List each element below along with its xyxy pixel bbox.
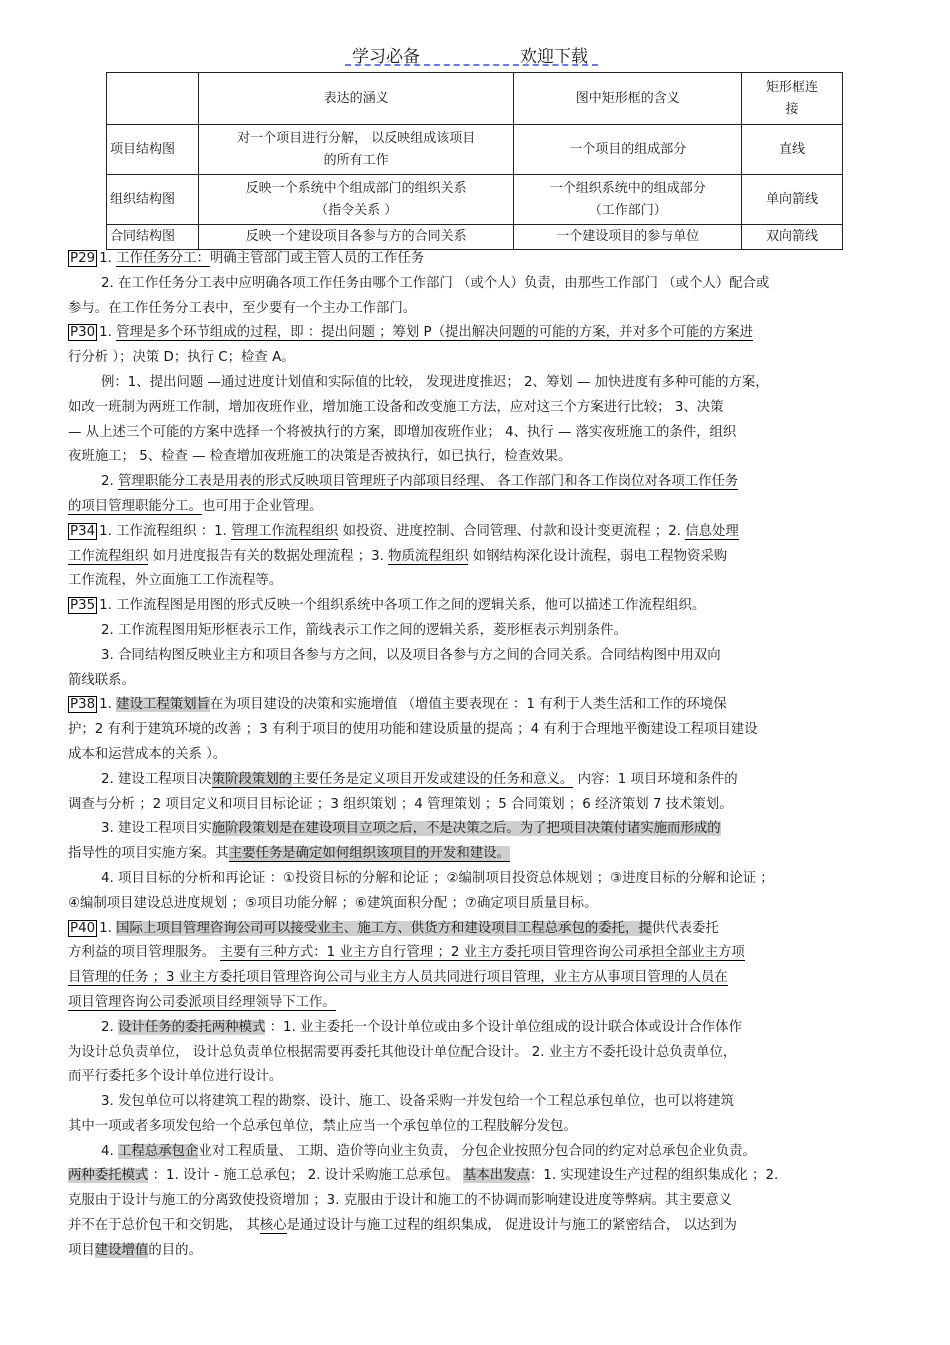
header-dashed-underline [345, 64, 598, 66]
text-span: 内容：1 项目环境和条件的 [573, 771, 738, 787]
paragraph-line [68, 1090, 888, 1115]
paragraph-line [68, 892, 888, 917]
cell-line: 一个组织系统中的组成部分 [549, 180, 706, 196]
text-span: 4. 项目目标的分析和再论证 ：①投资目标的分解和论证 ；②编制项目投资总体规划 ；③进度目标的分解和论证 ； [101, 870, 774, 886]
text-span: 行分析 ）；决策 D；执行 C；检查 A。 [68, 350, 295, 366]
text-span: 3. 发包单位可以将建筑工程的勘察、设计、施工、设备采购一并发包给一个工程总承包单位，也可以将建筑 [101, 1094, 734, 1110]
paragraph-line [68, 545, 888, 570]
table-header-cell: 图中矩形框的含义 [514, 73, 742, 125]
page-ref: P30 [70, 325, 96, 341]
text-span: 1. 工作流程图是用图的形式反映一个组织系统中各项工作之间的逻辑关系，他可以描述工作流程组织。 [99, 598, 706, 614]
text-span: 如月进度报告有关的数据处理流程 ；3. [148, 548, 389, 564]
paragraph-line [68, 321, 888, 346]
paragraph-line [68, 520, 888, 545]
document-body [68, 247, 888, 1264]
text-span: 为设计总负责单位， 设计总负责单位根据需要再委托其他设计单位配合设计。 2. 业主方不委托设计总负责单位， [68, 1044, 737, 1060]
text-span: 业对工程质量、 工期、造价等向业主负责， 分包企业按照分包合同的约定对总承包企业负责。 [198, 1143, 756, 1159]
term-span: 工作流程组织 [68, 548, 149, 564]
text-span: 4. [101, 1143, 119, 1159]
paragraph-line [68, 470, 888, 495]
table-cell: 单向箭线 [742, 175, 843, 225]
cell-line: 反映一个系统中个组成部门的组织关系 [245, 180, 467, 196]
term-span: 管理职能分工表是用表的形式反映项目管理班子内部项目经理、 [118, 474, 493, 490]
paragraph-line [68, 619, 888, 644]
text-span: 指导性的项目实施方案。其 [68, 846, 229, 862]
table-cell: 反映一个建设项目各参与方的合同关系 [198, 225, 514, 250]
paragraph-line [68, 917, 888, 942]
table-cell: 双向箭线 [742, 225, 843, 250]
cell-line: 对一个项目进行分解， 以反映组成该项目 [237, 130, 476, 146]
cell-line: （指令关系 ） [315, 202, 398, 218]
text-span: 工作流程，外立面施工工作流程等。 [68, 573, 283, 589]
paragraph-line [68, 421, 888, 446]
text-span: — 从上述三个可能的方案中选择一个将被执行的方案，即增加夜班作业； 4、执行 — 落实夜班施工的条件，组织 [68, 424, 737, 440]
term-span: 物质流程组织 [388, 548, 469, 564]
text-span: 如钢结构深化设计流程，弱电工程物资采购 [468, 548, 728, 564]
text-span: ：1. 实现建设生产过程的组织集成化 ；2. [529, 1168, 779, 1184]
table-header-row [107, 73, 843, 125]
header-right-text: 欢迎下载 [520, 47, 588, 67]
term-span: 目管理的任务 ；3 业主方委托项目管理咨询公司与业主方人员共同进行项目管理，业主方从事项目管理的人员在 [68, 970, 728, 986]
highlight-span: 策阶段策划的 [211, 771, 293, 787]
text-span: 1. [99, 697, 117, 713]
table-header-cell [107, 73, 199, 125]
paragraph-line [68, 247, 888, 272]
page-ref: P34 [70, 523, 96, 539]
paragraph-line [68, 743, 888, 768]
text-span: 参与。在工作任务分工表中，至少要有一个主办工作部门。 [68, 300, 417, 316]
paragraph-line [68, 1239, 888, 1264]
paragraph-line [68, 991, 888, 1016]
term-span: 核心 [259, 1218, 287, 1234]
table-cell: 组织结构图 [107, 175, 199, 225]
table-cell [198, 125, 514, 175]
paragraph-line [68, 297, 888, 322]
table-cell [514, 175, 742, 225]
term-span: 主要任务是定义项目开发或建设的任务和意义。 [292, 771, 574, 787]
text-span: 3. 建设工程项目实 [101, 821, 212, 837]
table-cell: 一个建设项目的参与单位 [514, 225, 742, 250]
highlight-span: 基本出发点 [462, 1168, 530, 1184]
text-span: 3. 合同结构图反映业主方和项目各参与方之间，以及项目各参与方之间的合同关系。合同结构图中用双向 [101, 647, 721, 663]
highlight-span: 主要任务是确定如何组织该项目的开发和建设。 [228, 846, 510, 862]
paragraph-line [68, 1065, 888, 1090]
text-span: 调查与分析 ；2 项目定义和项目目标论证 ；3 组织策划 ；4 管理策划 ；5 合同策划 ；6 经济策划 7 技术策划。 [68, 796, 733, 812]
paragraph-line [68, 594, 888, 619]
text-span: 克服由于设计与施工的分离致使投资增加 ；3. 克服由于设计和施工的不协调而影响建设进度等弊病。其主要意义 [68, 1193, 733, 1209]
text-span: 2. 建设工程项目决 [101, 771, 212, 787]
text-span: ④编制项目建设总进度规划 ；⑤项目功能分解 ；⑥建筑面积分配 ；⑦确定项目质量目标。 [68, 895, 598, 911]
text-span: 是通过设计与施工过程的组织集成， 促进设计与施工的紧密结合， 以达到为 [286, 1218, 737, 1234]
paragraph-line [68, 1214, 888, 1239]
highlight-span: 建设增值 [94, 1242, 149, 1258]
text-span: 也可用于企业管理。 [201, 498, 323, 514]
page-ref: P35 [70, 598, 96, 614]
paragraph-line [68, 1041, 888, 1066]
paragraph-line [68, 941, 888, 966]
text-span: 2. 工作流程图用矩形框表示工作，箭线表示工作之间的逻辑关系，菱形框表示判别条件。 [101, 622, 627, 638]
page-ref: P29 [70, 251, 96, 266]
text-span: 1. [99, 251, 117, 266]
text-span: 明确主管部门或主管人员的工作任务 [209, 251, 425, 266]
paragraph-line [68, 817, 888, 842]
paragraph-line [68, 842, 888, 867]
paragraph-line [68, 644, 888, 669]
paragraph-line [68, 793, 888, 818]
page-header [0, 40, 950, 70]
highlight-span: 工程总承包企 [118, 1143, 199, 1159]
highlight-span: 两种委托模式 [68, 1168, 149, 1184]
highlight-span: 建设工程策划旨 [116, 697, 210, 713]
term-span: 管理是多个环节组成的过程，即 ：提出问题 ；筹划 P（提出解决问题的可能的方案，并对多个可能的方案进 [116, 325, 753, 341]
paragraph-line [68, 867, 888, 892]
table-row [107, 175, 843, 225]
text-span: 方利益的项目管理服务。 [68, 945, 220, 961]
text-span: 例：1、提出问题 —通过进度计划值和实际值的比较， 发现进度推迟； 2、筹划 — 加快进度有多种可能的方案， [101, 374, 769, 390]
text-span: 1. [99, 325, 117, 341]
text-span: 2. [101, 474, 119, 490]
paragraph-line [68, 768, 888, 793]
paragraph-line [68, 396, 888, 421]
paragraph-line [68, 1115, 888, 1140]
paragraph-line [68, 495, 888, 520]
text-span: 如改一班制为两班工作制，增加夜班作业，增加施工设备和改变施工方法，应对这三个方案进行比较； 3、决策 [68, 399, 724, 415]
table-cell: 合同结构图 [107, 225, 199, 250]
term-span: 主要有三种方式：1 业主方自行管理 ；2 业主方委托项目管理咨询公司承担全部业主方项 [219, 945, 745, 961]
paragraph-line [68, 569, 888, 594]
highlight-span: 国际上项目管理咨询公司可以接受业主、施工方、供货方和建设项目工程总承包的委托，提 [116, 920, 652, 936]
paragraph-line [68, 445, 888, 470]
text-span: 2. [101, 1019, 119, 1035]
paragraph-line [68, 1016, 888, 1041]
term-span: 工作任务分工： [116, 251, 210, 266]
cell-line: 的所有工作 [323, 152, 389, 168]
text-span: ：1. 设计 - 施工总承包； 2. 设计采购施工总承包。 [148, 1168, 463, 1184]
table-header-cell: 表达的涵义 [198, 73, 514, 125]
highlight-span: 施阶段策划是在建设项目立项之后，不是决策之后。为了把项目决策付诸实施而形成的 [211, 821, 721, 837]
term-span: 的项目管理职能分工。 [68, 498, 202, 514]
table-cell: 直线 [742, 125, 843, 175]
text-span: 的目的。 [148, 1242, 202, 1258]
page-ref: P38 [70, 697, 96, 713]
text-span: 护；2 有利于建筑环境的改善 ；3 有利于项目的使用功能和建设质量的提高 ；4 有利于合理地平衡建设工程项目建设 [68, 722, 758, 738]
term-span: 项目管理咨询公司委派项目经理领导下工作。 [68, 994, 336, 1010]
text-span: 如投资、进度控制、合同管理、付款和设计变更流程 ；2. [338, 523, 686, 539]
paragraph-line [68, 346, 888, 371]
text-span: 项目 [68, 1242, 95, 1258]
table-cell: 项目结构图 [107, 125, 199, 175]
text-span: （增值主要表现在 ：1 有利于人类生活和工作的环境保 [401, 697, 727, 713]
text-span: 供代表委托 [651, 920, 719, 936]
cell-line: 接 [785, 101, 799, 117]
table-header-cell [742, 73, 843, 125]
paragraph-line [68, 669, 888, 694]
text-span: 箭线联系。 [68, 672, 135, 688]
text-span: ：1. 业主委托一个设计单位或由多个设计单位组成的设计联合体或设计合作体作 [265, 1019, 742, 1035]
text-span: 成本和运营成本的关系 ）。 [68, 746, 227, 762]
text-span: 其中一项或者多项发包给一个总承包单位，禁止应当一个承包单位的工程肢解分发包。 [68, 1118, 577, 1134]
text-span: 在为项目建设的决策和实施增值 [209, 697, 402, 713]
text-span: 并不在于总价包干和交钥匙， 其 [68, 1218, 260, 1234]
text-span: 1. [99, 920, 117, 936]
header-left-text: 学习必备 [352, 47, 420, 67]
term-span: 信息处理 [685, 523, 739, 539]
comparison-table [106, 72, 843, 250]
text-span: 而平行委托多个设计单位进行设计。 [68, 1069, 283, 1085]
paragraph-line [68, 693, 888, 718]
table-row [107, 125, 843, 175]
paragraph-line [68, 966, 888, 991]
cell-line: 矩形框连 [766, 79, 819, 95]
highlight-span: 设计任务的委托两种模式 [118, 1019, 266, 1035]
table-cell [198, 175, 514, 225]
paragraph-line [68, 718, 888, 743]
paragraph-line [68, 371, 888, 396]
term-span: 各工作部门和各工作岗位对各项工作任务 [492, 474, 739, 490]
paragraph-line [68, 272, 888, 297]
text-span: 2. 在工作任务分工表中应明确各项工作任务由哪个工作部门 （或个人）负责，由那些工作部门 （或个人）配合或 [101, 275, 770, 291]
page-ref: P40 [70, 920, 96, 936]
table-cell: 一个项目的组成部分 [514, 125, 742, 175]
paragraph-line [68, 1189, 888, 1214]
paragraph-line [68, 1164, 888, 1189]
cell-line: （工作部门） [588, 202, 667, 218]
paragraph-line [68, 1140, 888, 1165]
text-span: 夜班施工； 5、检查 — 检查增加夜班施工的决策是否被执行，如已执行，检查效果。 [68, 449, 572, 465]
table-row [107, 225, 843, 250]
text-span: 1. 工作流程组织 ：1. [99, 523, 232, 539]
term-span: 管理工作流程组织 [231, 523, 339, 539]
